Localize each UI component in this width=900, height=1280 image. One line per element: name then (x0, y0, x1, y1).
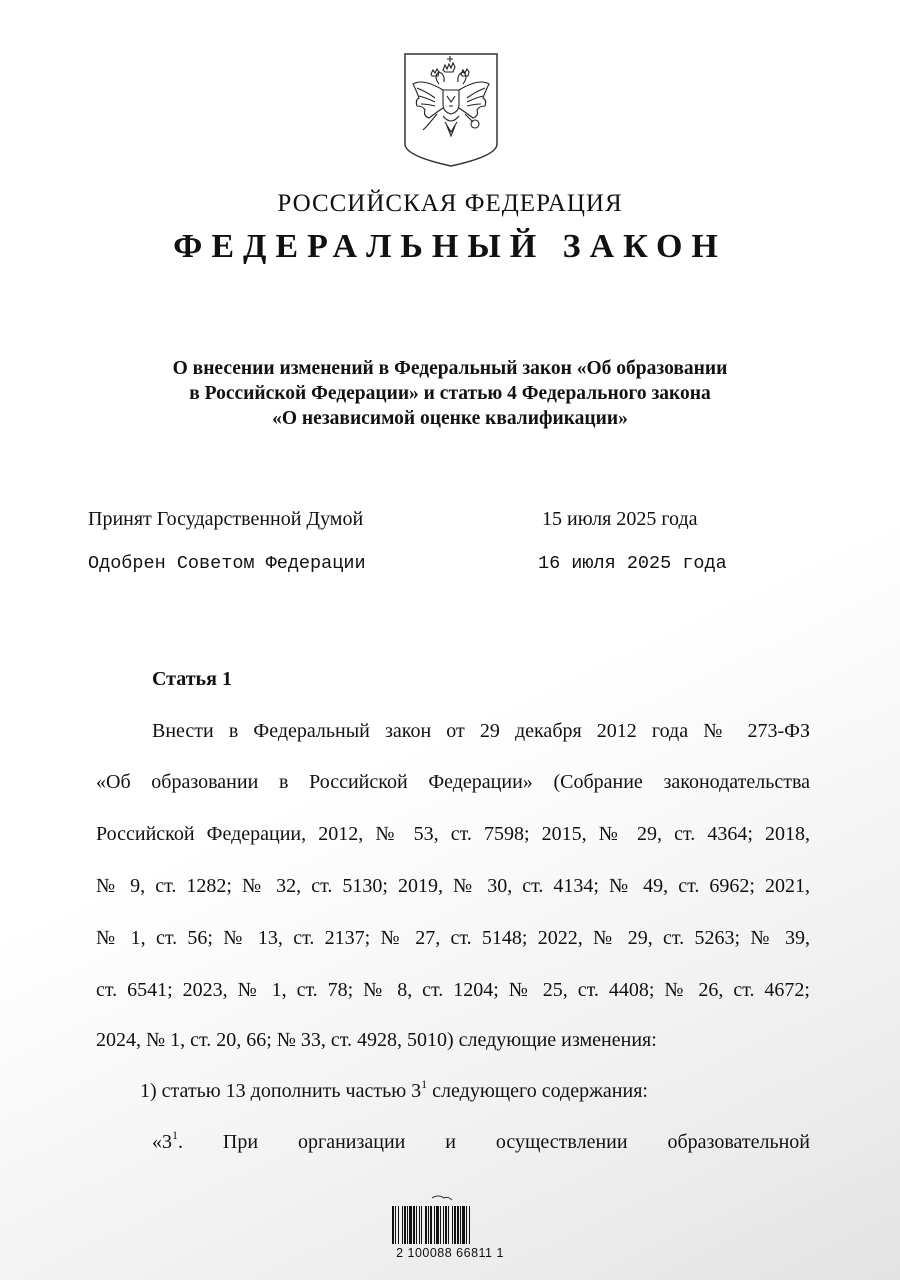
barcode-bar (419, 1206, 420, 1244)
barcode-bar (454, 1206, 456, 1244)
article-text-line: 2024, № 1, ст. 20, 66; № 33, ст. 4928, 5010) следующие изменения: (96, 1029, 657, 1051)
barcode-bar (466, 1206, 467, 1244)
quote-text: «3 (152, 1131, 172, 1153)
council-date: 16 июля 2025 года (538, 553, 727, 574)
coat-of-arms-emblem (403, 52, 499, 168)
item-superscript: 1 (421, 1077, 428, 1091)
barcode-bar (436, 1206, 439, 1244)
barcode (388, 1194, 510, 1250)
barcode-bar (469, 1206, 470, 1244)
article-heading: Статья 1 (152, 668, 232, 690)
barcode-bar (428, 1206, 429, 1244)
article-text-line: № 9, ст. 1282; № 32, ст. 5130; 2019, № 30, ст. 4134; № 49, ст. 6962; 2021, (96, 875, 810, 897)
article-text-line: № 1, ст. 56; № 13, ст. 2137; № 27, ст. 5148; 2022, № 29, ст. 5263; № 39, (96, 927, 810, 949)
barcode-bar (409, 1206, 412, 1244)
law-title-line: О внесении изменений в Федеральный закон «Об образовании (172, 358, 728, 379)
barcode-bar (421, 1206, 422, 1244)
barcode-bar (440, 1206, 441, 1244)
country-name: РОССИЙСКАЯ ФЕДЕРАЦИЯ (277, 190, 623, 217)
barcode-bar (460, 1206, 461, 1244)
barcode-bar (448, 1206, 449, 1244)
barcode-bar (452, 1206, 453, 1244)
law-title (80, 356, 820, 431)
law-title-line: «О независимой оценке квалификации» (272, 408, 628, 429)
barcode-bar (445, 1206, 447, 1244)
duma-date: 15 июля 2025 года (542, 508, 698, 530)
barcode-bar (398, 1206, 399, 1244)
item-text: следующего содержания: (427, 1080, 648, 1102)
barcode-bar (402, 1206, 403, 1244)
article-quote-line (152, 1127, 810, 1157)
barcode-bar (430, 1206, 432, 1244)
adoption-duma-row (88, 508, 828, 536)
barcode-bar (462, 1206, 465, 1244)
barcode-bar (404, 1206, 406, 1244)
council-label: Одобрен Советом Федерации (88, 553, 366, 574)
barcode-bar (407, 1206, 408, 1244)
law-title-line: в Российской Федерации» и статью 4 Федерального закона (189, 383, 711, 404)
barcode-bar (413, 1206, 415, 1244)
barcode-bar (443, 1206, 444, 1244)
barcode-bar (425, 1206, 427, 1244)
article-text-line: ст. 6541; 2023, № 1, ст. 78; № 8, ст. 1204; № 25, ст. 4408; № 26, ст. 4672; (96, 979, 810, 1001)
barcode-bar (416, 1206, 417, 1244)
barcode-bar (457, 1206, 459, 1244)
article-text-line: Внести в Федеральный закон от 29 декабря 2012 года № 273-ФЗ (152, 720, 810, 742)
barcode-bar (392, 1206, 394, 1244)
quote-superscript: 1 (172, 1128, 178, 1142)
article-item-1 (140, 1076, 820, 1106)
document-type: ФЕДЕРАЛЬНЫЙ ЗАКОН (173, 228, 727, 265)
article-text-line: Российской Федерации, 2012, № 53, ст. 7598; 2015, № 29, ст. 4364; 2018, (96, 823, 810, 845)
barcode-bar (395, 1206, 396, 1244)
barcode-bar (434, 1206, 435, 1244)
quote-text: . При организации и осуществлении образовательной (178, 1131, 810, 1153)
adoption-council-row (88, 553, 828, 581)
item-text: 1) статью 13 дополнить частью 3 (140, 1080, 422, 1102)
article-text-line: «Об образовании в Российской Федерации» (Собрание законодательства (96, 771, 810, 793)
barcode-number: 2 100088 66811 1 (396, 1246, 504, 1260)
duma-label: Принят Государственной Думой (88, 508, 364, 530)
